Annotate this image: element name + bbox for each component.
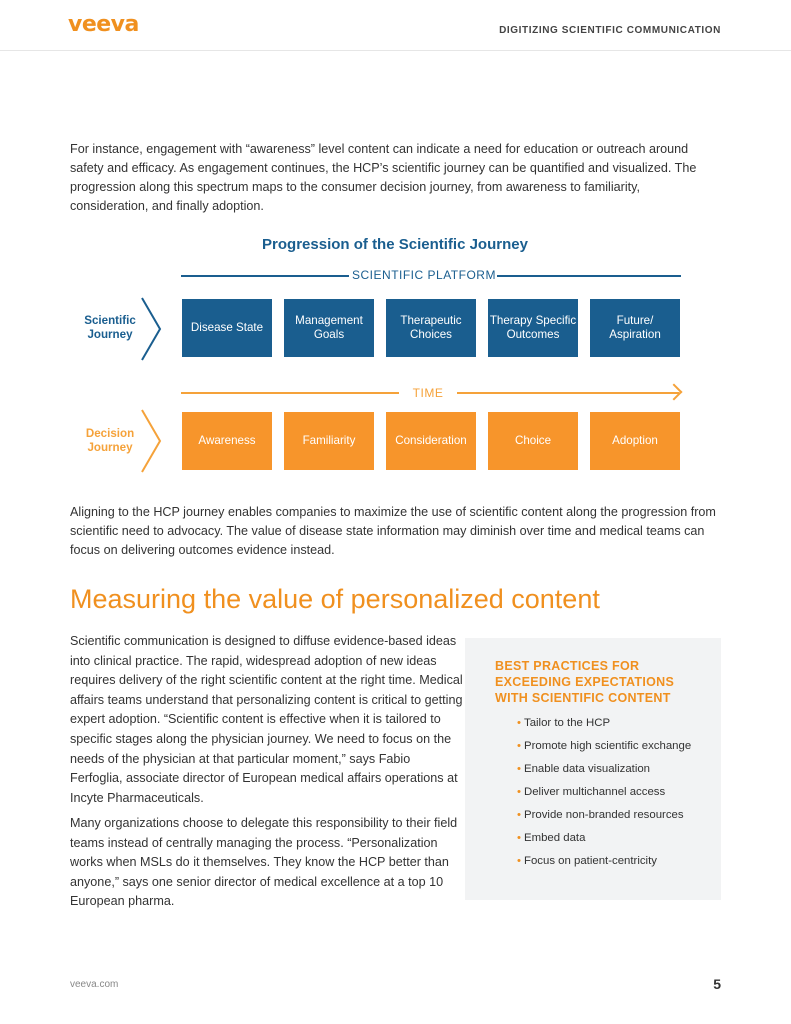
footer-website-link[interactable]: veeva.com (70, 979, 119, 990)
time-line-left (181, 392, 399, 394)
header-title: DIGITIZING SCIENTIFIC COMMUNICATION (499, 25, 721, 36)
stage-therapeutic-choices: Therapeutic Choices (386, 299, 476, 357)
decision-chevron-icon (140, 408, 162, 474)
platform-line-left (181, 275, 349, 277)
best-practices-list (517, 716, 691, 877)
list-item: • Focus on patient-centricity (517, 855, 657, 867)
stage-consideration: Consideration (386, 412, 476, 470)
list-item: • Deliver multichannel access (517, 786, 666, 798)
stage-disease-state: Disease State (182, 299, 272, 357)
time-line-right (457, 392, 679, 394)
bullet-icon: • (517, 717, 521, 729)
stage-future-aspiration: Future/ Aspiration (590, 299, 680, 357)
bullet-icon: • (517, 740, 521, 752)
section-paragraph-1: Scientific communication is designed to diffuse evidence-based ideas into clinical practice. The rapid, widespread adoption of new ideas requires delivery of the right scientific content at the right time. Medical affairs teams understand that personalizing content is critical to getting expert adoption. “Scientific content is effective when it is tailored to specific stages along the physician journey. We need to focus on the needs of the physician at that particular moment,” says Fabio Ferfoglia, associate director of European medical affairs operations at Incyte Pharmaceuticals. (70, 634, 463, 805)
scientific-chevron-icon (140, 296, 162, 362)
list-item: • Enable data visualization (517, 763, 651, 775)
platform-label: SCIENTIFIC PLATFORM (352, 268, 496, 282)
decision-journey-label: Decision Journey (85, 427, 135, 454)
stage-management-goals: Management Goals (284, 299, 374, 357)
aligning-paragraph: Aligning to the HCP journey enables companies to maximize the use of scientific content along the progression from scientific need to advocacy. The value of disease state information may diminish over time and medical teams can focus on delivering outcomes evidence instead. (70, 505, 716, 557)
list-item: • Provide non-branded resources (517, 809, 684, 821)
section-heading: Measuring the value of personalized content (70, 584, 600, 614)
list-item: • Tailor to the HCP (517, 717, 611, 729)
stage-awareness: Awareness (182, 412, 272, 470)
veeva-logo: veeva (68, 12, 139, 37)
list-item: • Promote high scientific exchange (517, 740, 692, 752)
diagram-title: Progression of the Scientific Journey (262, 236, 528, 253)
platform-line-right (497, 275, 681, 277)
scientific-journey-label: Scientific Journey (84, 314, 136, 341)
bullet-icon: • (517, 809, 521, 821)
stage-familiarity: Familiarity (284, 412, 374, 470)
best-practices-sidebar (465, 638, 721, 900)
stage-adoption: Adoption (590, 412, 680, 470)
page-header (0, 0, 791, 51)
bullet-icon: • (517, 786, 521, 798)
time-arrow-icon (666, 384, 683, 401)
bullet-icon: • (517, 763, 521, 775)
stage-choice: Choice (488, 412, 578, 470)
page-number: 5 (713, 976, 721, 992)
bullet-icon: • (517, 855, 521, 867)
bullet-icon: • (517, 832, 521, 844)
stage-therapy-specific-outcomes: Therapy Specific Outcomes (488, 299, 578, 357)
intro-paragraph: For instance, engagement with “awareness” level content can indicate a need for education or outreach around safety and efficacy. As engagement continues, the HCP’s scientific journey can be quantified and visualized. The progression along this spectrum maps to the consumer decision journey, from awareness to familiarity, consideration, and finally adoption. (70, 142, 697, 213)
section-paragraph-2: Many organizations choose to delegate this responsibility to their field teams instead of centrally managing the process. “Personalization works when MSLs do it themselves. They know the HCP better than anyone,” says one senior director of medical excellence at a top 10 European pharma. (70, 816, 458, 909)
time-label: TIME (412, 386, 444, 400)
sidebar-title: BEST PRACTICES FOR EXCEEDING EXPECTATIONS WITH SCIENTIFIC CONTENT (495, 659, 675, 705)
list-item: • Embed data (517, 832, 586, 844)
